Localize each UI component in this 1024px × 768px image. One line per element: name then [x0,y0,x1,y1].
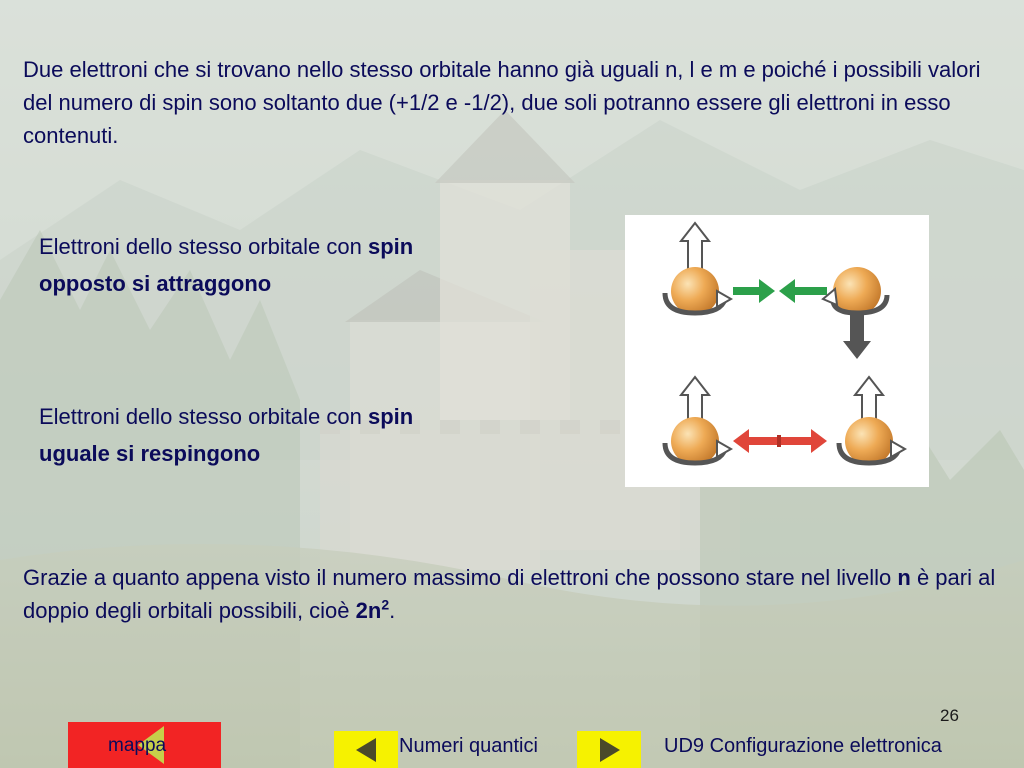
conclusion-n: n [897,565,911,590]
attraction-arrows [733,279,827,303]
conclusion-paragraph [23,561,1023,627]
map-button[interactable] [68,722,221,768]
conclusion-text-2: è pari al doppio degli orbitali possibili, cioè [23,565,996,623]
attract-statement [39,228,539,302]
conclusion-formula-exponent: 2 [381,596,390,613]
page-number: 26 [940,706,959,725]
conclusion-end: . [389,598,396,623]
repulsion-arrows [733,429,827,453]
repel-bold-spin: spin [367,404,414,429]
electron-spin-up-bottom-right [839,377,905,465]
triangle-right-icon [600,738,620,762]
repel-bold-rest: uguale si respingono [39,441,261,466]
attract-bold-spin: spin [367,234,414,259]
attract-text: Elettroni dello stesso orbitale con [39,234,368,259]
repel-text: Elettroni dello stesso orbitale con [39,404,368,429]
conclusion-formula-base: 2n [355,598,382,623]
repel-statement [39,398,539,472]
spin-diagram [625,215,929,487]
unit-title: UD9 Configurazione elettronica [664,735,942,757]
attract-bold-rest: opposto si attraggono [39,271,272,296]
electron-spin-up-top-left [665,223,731,315]
conclusion-formula [356,598,389,623]
triangle-left-icon [356,738,376,762]
numeri-quantici-link[interactable]: Numeri quantici [399,735,538,757]
previous-slide-button[interactable] [334,731,398,768]
map-button-label: mappa [108,735,167,756]
spin-diagram-panel [625,215,929,487]
electron-spin-down-top-right [823,267,887,359]
intro-paragraph: Due elettroni che si trovano nello stesso orbitale hanno già uguali n, l e m e poiché i possibili valori del numero di spin sono soltanto due (+1/2 e -1/2), due soli potranno essere gli elettroni in esso contenuti. [23,57,981,148]
electron-spin-up-bottom-left [665,377,731,465]
next-slide-button[interactable] [577,731,641,768]
conclusion-text-1: Grazie a quanto appena visto il numero massimo di elettroni che possono stare nel livello [23,565,898,590]
